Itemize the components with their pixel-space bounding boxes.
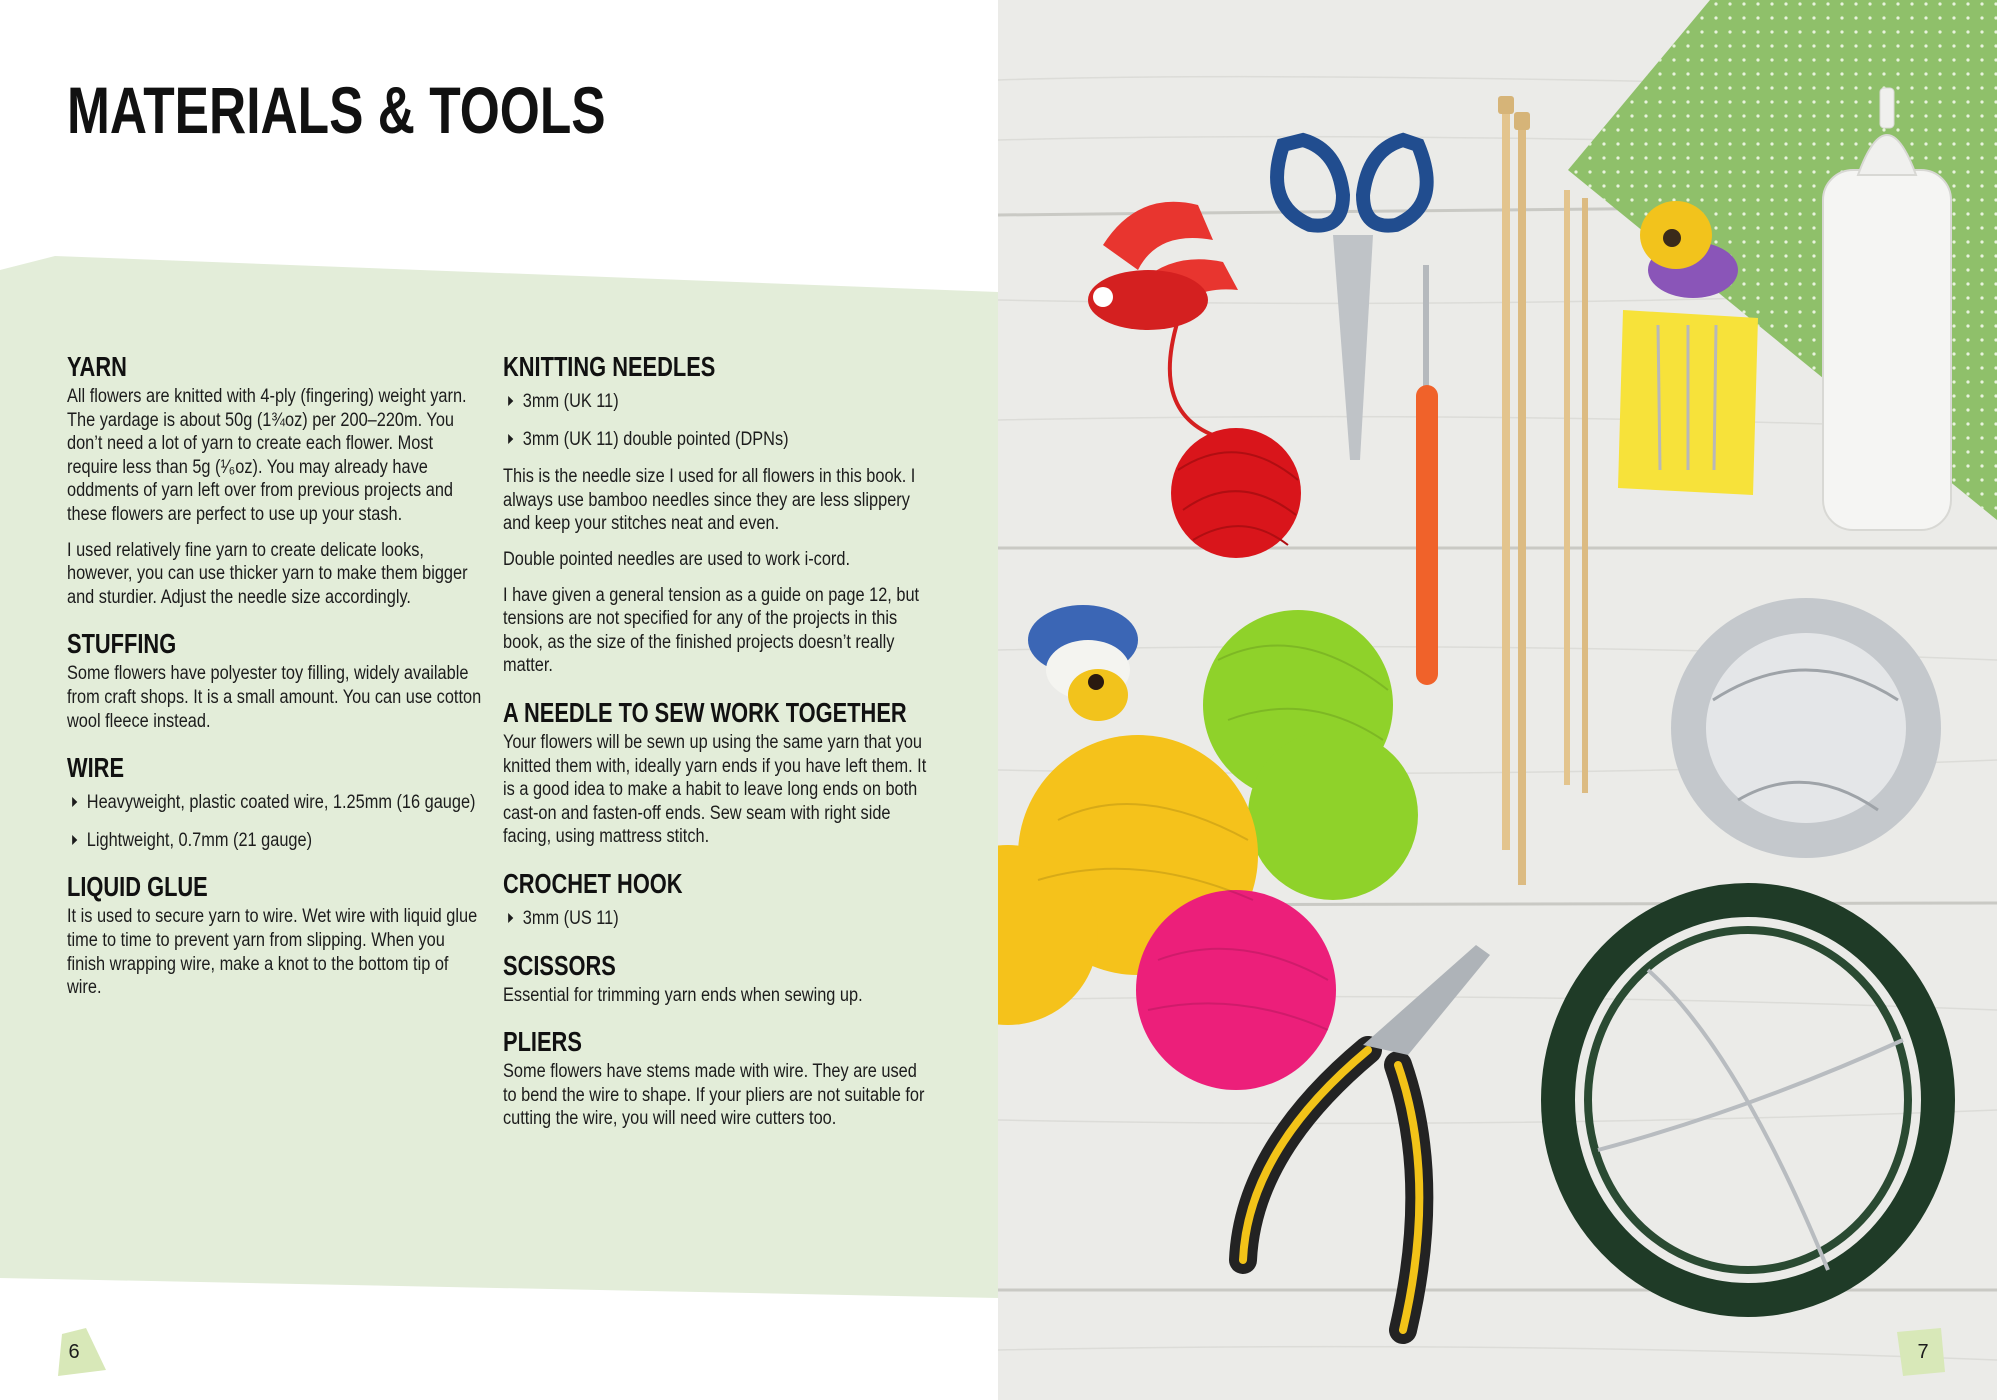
section-heading: A NEEDLE TO SEW WORK TOGETHER [503, 696, 907, 728]
silver-wire-coil [1671, 598, 1941, 858]
bullet-text: 3mm (UK 11) [522, 391, 619, 412]
section-wire [67, 751, 487, 852]
section-paragraph: I used relatively fine yarn to create delicate looks, however, you can use thicker yarn to make them bigger and sturdier. Adjust the needle size accordingly. [67, 539, 468, 608]
bullet-text: 3mm (UK 11) double pointed (DPNs) [522, 428, 789, 450]
section-pliers [503, 1025, 933, 1131]
section-paragraph: Your flowers will be sewn up using the same yarn that you knitted them with, ideally yarn ends if you have left them. It is a good idea to make a habit to leave long ends on both cast-on and fasten-off ends. Sew seam with right side facing, using mattress stitch. [503, 731, 927, 848]
bullet-text: 3mm (US 11) [522, 907, 619, 929]
section-heading: STUFFING [67, 628, 177, 660]
section-heading: SCISSORS [503, 949, 616, 981]
bullet-item [503, 390, 932, 414]
triangle-bullet-icon [72, 797, 77, 807]
section-scissors [503, 949, 933, 1008]
right-text-column [503, 350, 933, 1149]
bullet-list [503, 390, 933, 451]
section-heading: YARN [67, 351, 127, 382]
left-page [0, 0, 998, 1400]
page-number-right: 7 [1917, 1341, 1929, 1363]
section-paragraph: Essential for trimming yarn ends when sewing up. [503, 984, 863, 1006]
left-text-column [67, 350, 487, 1018]
triangle-bullet-icon [508, 913, 513, 923]
sewing-needles [1618, 310, 1758, 495]
bullet-text: Lightweight, 0.7mm (21 gauge) [86, 829, 313, 851]
red-yarn-ball [1171, 428, 1301, 558]
section-heading: CROCHET HOOK [503, 867, 683, 899]
triangle-bullet-icon [72, 835, 77, 845]
section-crochet-hook [503, 867, 933, 931]
page-number-left: 6 [68, 1341, 80, 1363]
section-liquid-glue [67, 870, 487, 999]
triangle-bullet-icon [508, 396, 513, 406]
page-title: MATERIALS & TOOLS [67, 73, 606, 147]
bullet-item [67, 791, 486, 815]
bullet-text: Heavyweight, plastic coated wire, 1.25mm (16 gauge) [86, 792, 476, 814]
section-paragraph: Double pointed needles are used to work i-cord. [503, 548, 850, 570]
section-paragraph: Some flowers have stems made with wire. They are used to bend the wire to shape. If your pliers are not suitable for cutting the wire, you will need wire cutters too. [503, 1061, 925, 1130]
section-paragraph: All flowers are knitted with 4-ply (fingering) weight yarn. The yardage is about 50g (1¾oz) per 200–220m. You don’t need a lot of yarn to create each flower. Most require less than 5g (¹⁄₆oz). You may already have oddments of yarn left over from previous projects and these flowers are perfect to use up your stash. [67, 386, 467, 525]
section-heading: WIRE [67, 752, 125, 784]
section-heading: KNITTING NEEDLES [503, 351, 716, 382]
bullet-list [503, 907, 933, 931]
section-paragraph: This is the needle size I used for all flowers in this book. I always use bamboo needles since they are less slippery and keep your stitches neat and even. [503, 466, 916, 535]
bullet-item [503, 907, 932, 931]
section-knitting-needles [503, 350, 933, 678]
section-paragraph: Some flowers have polyester toy filling, widely available from craft shops. It is a small amount. You can use cotton wool fleece instead. [67, 663, 482, 732]
bullet-item [503, 428, 932, 452]
bullet-item [67, 829, 486, 853]
bullet-list [67, 791, 487, 852]
pink-yarn-ball [1136, 890, 1336, 1090]
craft-tools-photo [998, 0, 1997, 1400]
section-heading: PLIERS [503, 1026, 582, 1058]
section-yarn [67, 350, 487, 609]
section-paragraph: It is used to secure yarn to wire. Wet wire with liquid glue time to time to prevent yarn from slipping. When you finish wrapping wire, make a knot to the bottom tip of wire. [67, 906, 478, 999]
section-heading: LIQUID GLUE [67, 871, 208, 903]
section-paragraph: I have given a general tension as a guide on page 12, but tensions are not specified for any of the projects in this book, as the size of the finished projects doesn’t really matter. [503, 584, 920, 677]
section-stuffing [67, 627, 487, 733]
section-sewing-needle [503, 696, 933, 849]
triangle-bullet-icon [508, 434, 513, 444]
